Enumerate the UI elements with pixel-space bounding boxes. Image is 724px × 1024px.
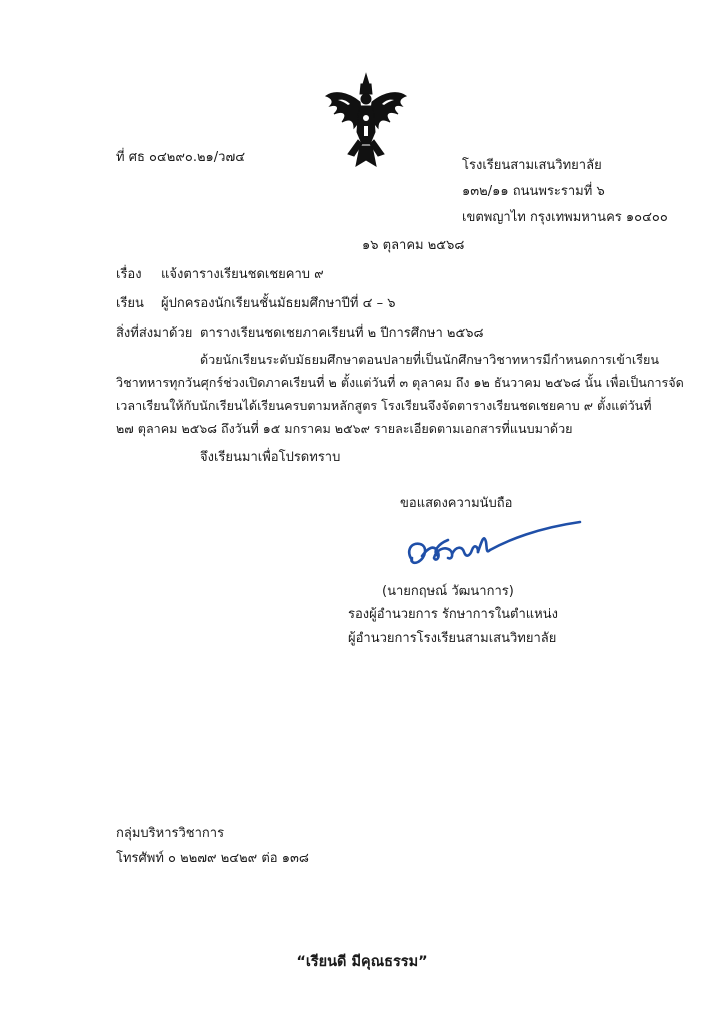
garuda-emblem-icon: [324, 72, 408, 172]
signer-name: (นายกฤษณ์ วัฒนาการ): [382, 584, 514, 599]
closing-line: จึงเรียนมาเพื่อโปรดทราบ: [200, 450, 341, 465]
department: กลุ่มบริหารวิชาการ: [116, 826, 225, 841]
school-address-line-2: ๑๓๒/๑๑ ถนนพระรามที่ ๖: [462, 184, 605, 199]
recipient-label: เรียน: [116, 296, 144, 311]
attachment-value: ตารางเรียนชดเชยภาคเรียนที่ ๒ ปีการศึกษา ๒๕๖๘: [200, 326, 484, 341]
school-motto: “เรียนดี มีคุณธรรม”: [296, 954, 428, 970]
handwritten-signature: [398, 512, 584, 574]
signer-position-1: รองผู้อำนวยการ รักษาการในตำแหน่ง: [348, 607, 558, 622]
body-line: ๒๗ ตุลาคม ๒๕๖๘ ถึงวันที่ ๑๕ มกราคม ๒๕๖๙ รายละเอียดตามเอกสารที่แนบมาด้วย: [116, 421, 573, 436]
school-address-line-3: เขตพญาไท กรุงเทพมหานคร ๑๐๔๐๐: [462, 210, 668, 225]
signer-position-2: ผู้อำนวยการโรงเรียนสามเสนวิทยาลัย: [348, 631, 557, 646]
subject-value: แจ้งตารางเรียนชดเชยคาบ ๙: [161, 267, 324, 282]
school-address-line-1: โรงเรียนสามเสนวิทยาลัย: [462, 158, 602, 173]
regards: ขอแสดงความนับถือ: [400, 496, 513, 511]
body-line: ด้วยนักเรียนระดับมัธยมศึกษาตอนปลายที่เป็นนักศึกษาวิชาทหารมีกำหนดการเข้าเรียน: [200, 352, 659, 367]
attachment-label: สิ่งที่ส่งมาด้วย: [116, 326, 193, 341]
document-number: ที่ ศธ ๐๔๒๙๐.๒๑/ว๗๔: [116, 150, 246, 165]
body-line: วิชาทหารทุกวันศุกร์ช่วงเปิดภาคเรียนที่ ๒ ตั้งแต่วันที่ ๓ ตุลาคม ถึง ๑๒ ธันวาคม ๒๕๖๘ นั้น เพื่อเป็นการจัด: [116, 375, 684, 390]
body-line: เวลาเรียนให้กับนักเรียนได้เรียนครบตามหลักสูตร โรงเรียนจึงจัดตารางเรียนชดเชยคาบ ๙ ตั้งแต่วันที่: [116, 398, 652, 413]
body-paragraph: [116, 348, 684, 440]
letter-date: ๑๖ ตุลาคม ๒๕๖๘: [362, 238, 465, 253]
recipient-value: ผู้ปกครองนักเรียนชั้นมัธยมศึกษาปีที่ ๔ – ๖: [161, 296, 396, 311]
subject-label: เรื่อง: [116, 267, 142, 282]
phone-number: โทรศัพท์ ๐ ๒๒๗๙ ๒๔๒๙ ต่อ ๑๓๘: [116, 851, 309, 866]
